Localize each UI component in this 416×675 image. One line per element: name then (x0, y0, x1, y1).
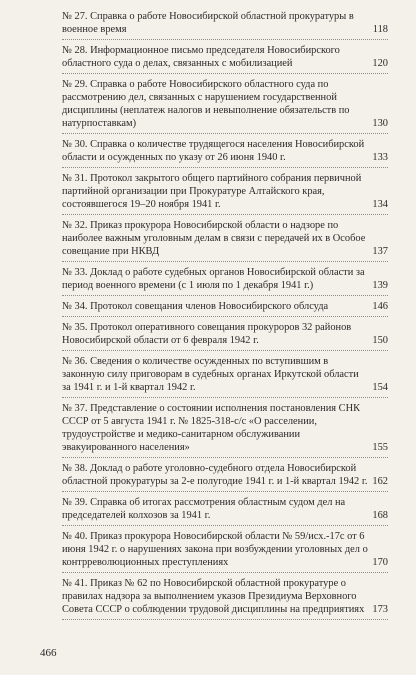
page-number: 466 (40, 647, 57, 659)
toc-entry-page: 155 (372, 441, 388, 453)
toc-entry-text: № 38. Доклад о работе уголовно-судебного отдела Новосибирской областной прокуратуры за 2-е полугодие 1941 г. и 1-й квартал 1942 г. (62, 462, 368, 487)
toc-entry (62, 266, 388, 296)
toc-entry (62, 321, 388, 351)
toc-entry (62, 402, 388, 458)
toc-entry-text: № 41. Приказ № 62 по Новосибирской областной прокуратуре о правилах надзора за выполнением указов Президиума Верховного Совета СССР о соблюдении трудовой дисциплины на предприятиях (62, 577, 365, 615)
toc-entry-page: 173 (372, 603, 388, 615)
toc-entry (62, 496, 388, 526)
toc-entry-text: № 35. Протокол оперативного совещания прокуроров 32 районов Новосибирской области от 6 февраля 1942 г. (62, 321, 352, 346)
toc-entry-text: № 31. Протокол закрытого общего партийного собрания первичной партийной организации при Прокуратуре Алтайского края, состоявшегося 19–20 ноября 1941 г. (62, 172, 362, 210)
toc-entry-text: № 33. Доклад о работе судебных органов Новосибирской области за период военного времени (с 1 июля по 1 декабря 1941 г.) (62, 266, 365, 291)
toc-entry (62, 300, 388, 317)
toc-entry-text: № 40. Приказ прокурора Новосибирской области № 59/исх.-17с от 6 июня 1942 г. о нарушениях закона при возбуждении уголовных дел о контрреволюционных преступлениях (62, 530, 368, 568)
toc-entry-text: № 28. Информационное письмо председателя Новосибирского областного суда о делах, связанных с мобилизацией (62, 44, 340, 69)
toc-entry-text: № 27. Справка о работе Новосибирской областной прокуратуры в военное время (62, 11, 354, 35)
toc-entry (62, 355, 388, 398)
toc-entry-page: 130 (372, 117, 388, 129)
toc-entry-page: 162 (372, 475, 388, 487)
toc-entry-page: 154 (372, 381, 388, 393)
toc-entry-page: 170 (372, 556, 388, 568)
toc-entry-page: 137 (372, 245, 388, 257)
toc-entry (62, 462, 388, 492)
toc-entry-text: № 34. Протокол совещания членов Новосибирского облсуда (62, 300, 329, 312)
toc-entry (62, 172, 388, 215)
toc-entry-page: 118 (372, 23, 388, 35)
toc-entry-page: 168 (372, 509, 388, 521)
toc-entry-text: № 32. Приказ прокурора Новосибирской области о надзоре по наиболее важным уголовным делам в связи с передачей их в Особое совещание при НКВД (62, 219, 366, 257)
toc-entry-page: 133 (372, 151, 388, 163)
toc-entry (62, 138, 388, 168)
toc-entry-page: 146 (372, 300, 388, 312)
toc-entry-page: 139 (372, 279, 388, 291)
toc-entry (62, 10, 388, 40)
toc-entry-text: № 29. Справка о работе Новосибирского областного суда по рассмотрению дел, связанных с нарушением государственной дисциплины (неплатеж налогов и невыполнение обязательств по натурпоставкам) (62, 78, 350, 129)
toc-entry (62, 78, 388, 134)
toc-entry-page: 134 (372, 198, 388, 210)
toc-entry (62, 577, 388, 620)
toc-entry-text: № 36. Сведения о количестве осужденных по вступившим в законную силу приговорам в судебных органах Иркутской области за 1941 г. и 1-й квартал 1942 г. (62, 355, 359, 393)
toc-entry-text: № 30. Справка о количестве трудящегося населения Новосибирской области и осужденных по указу от 26 июня 1940 г. (62, 138, 365, 163)
toc-entry (62, 530, 388, 573)
toc-entry-text: № 39. Справка об итогах рассмотрения областным судом дел на председателей колхозов за 1941 г. (62, 496, 346, 521)
toc-entry-text: № 37. Представление о состоянии исполнения постановления СНК СССР от 5 августа 1941 г. № 1825-318-с/с «О расселении, трудоустройстве и медико-санитарном обслуживании эвакуированного населения» (62, 402, 361, 453)
toc-entry-page: 120 (372, 57, 388, 69)
toc-entry (62, 219, 388, 262)
toc-entry (62, 44, 388, 74)
toc-entry-page: 150 (372, 334, 388, 346)
table-of-contents (62, 10, 388, 624)
